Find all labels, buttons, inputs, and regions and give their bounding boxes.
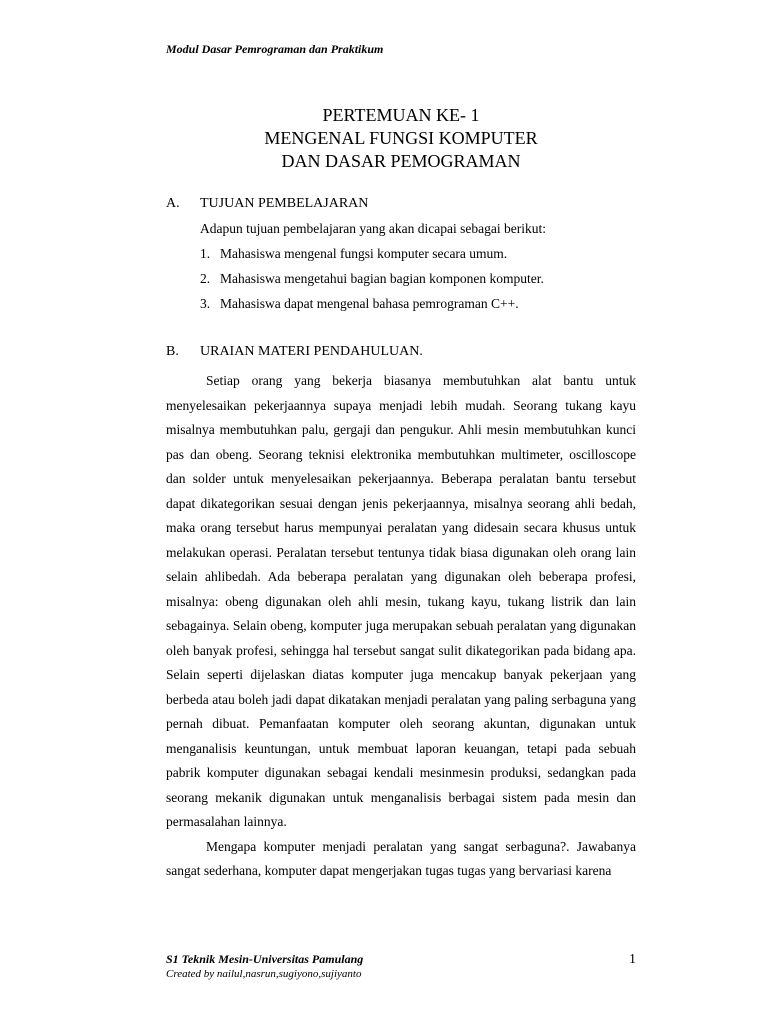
running-header: Modul Dasar Pemrograman dan Praktikum [166, 42, 384, 56]
footer-authors: Created by nailul,nasrun,sugiyono,sujiyanto [166, 968, 362, 980]
paragraph: Setiap orang yang bekerja biasanya membutuhkan alat bantu untuk menyelesaikan pekerjaannya supaya menjadi lebih mudah. Seorang tukang kayu misalnya membutuhkan palu, gergaji dan pengukur. Ahli mesin membutuhkan kunci pas dan obeng. Seorang teknisi elektronika membutuhkan multimeter, oscilloscope dan solder untuk menyelesaikan pekerjaannya. Beberapa peralatan bantu tersebut dapat dikategorikan sesuai dengan jenis pekerjaannya, misalnya seorang ahli bedah, maka orang tersebut harus mempunyai peralatan yang didesain secara khusus untuk melakukan operasi. Peralatan tersebut tentunya tidak biasa digunakan oleh orang lain selain ahlibedah. Ada beberapa peralatan yang digunakan oleh beberapa profesi, misalnya: obeng digunakan oleh ahli mesin, tukang kayu, tukang listrik dan lain sebagainya. Selain obeng, komputer juga merupakan sebuah peralatan yang digunakan oleh banyak profesi, sehingga hal tersebut sangat sulit dikategorikan pada bidang apa. Selain seperti dijelaskan diatas komputer juga mencakup banyak pekerjaan yang berbeda atau boleh jadi dapat dikatakan menjadi peralatan yang paling serbaguna yang pernah dibuat. Pemanfaatan komputer oleh seorang akuntan, digunakan untuk menganalisis keuntungan, untuk membuat laporan keuangan, tetapi pada sebuah pabrik komputer digunakan sebagai kendali mesinmesin produksi, sedangkan pada seorang mekanik digunakan untuk menganalisis berbagai sistem pada mesin dan permasalahan lainnya. [166, 373, 636, 829]
list-item [200, 246, 544, 271]
objectives-intro: Adapun tujuan pembelajaran yang akan dicapai sebagai berikut: [200, 221, 546, 236]
chapter-title-line-1: PERTEMUAN KE- 1 [322, 105, 480, 125]
page-footer [166, 952, 636, 980]
objectives-list [200, 246, 544, 321]
list-item [200, 296, 544, 321]
list-item-text: Mahasiswa mengenal fungsi komputer secara umum. [220, 246, 508, 261]
chapter-title-line-3: DAN DASAR PEMOGRAMAN [281, 151, 521, 171]
list-item-text: Mahasiswa mengetahui bagian bagian komponen komputer. [220, 271, 544, 286]
list-item-number: 2. [200, 271, 211, 286]
list-item-number: 1. [200, 246, 211, 261]
section-b-letter: B. [166, 344, 179, 359]
chapter-title [166, 104, 636, 173]
list-item-text: Mahasiswa dapat mengenal bahasa pemrograman C++. [220, 296, 519, 311]
chapter-title-line-2: MENGENAL FUNGSI KOMPUTER [264, 128, 538, 148]
footer-institution: S1 Teknik Mesin-Universitas Pamulang [166, 952, 364, 966]
paragraph: Mengapa komputer menjadi peralatan yang sangat serbaguna?. Jawabanya sangat sederhana, komputer dapat mengerjakan tugas tugas yang bervariasi karena [166, 838, 636, 878]
page-number: 1 [629, 952, 636, 967]
section-b-title: URAIAN MATERI PENDAHULUAN. [200, 344, 423, 359]
body-text [166, 369, 636, 884]
list-item-number: 3. [200, 296, 211, 311]
list-item [200, 271, 544, 296]
section-a-title: TUJUAN PEMBELAJARAN [200, 196, 369, 211]
section-a-letter: A. [166, 196, 180, 211]
